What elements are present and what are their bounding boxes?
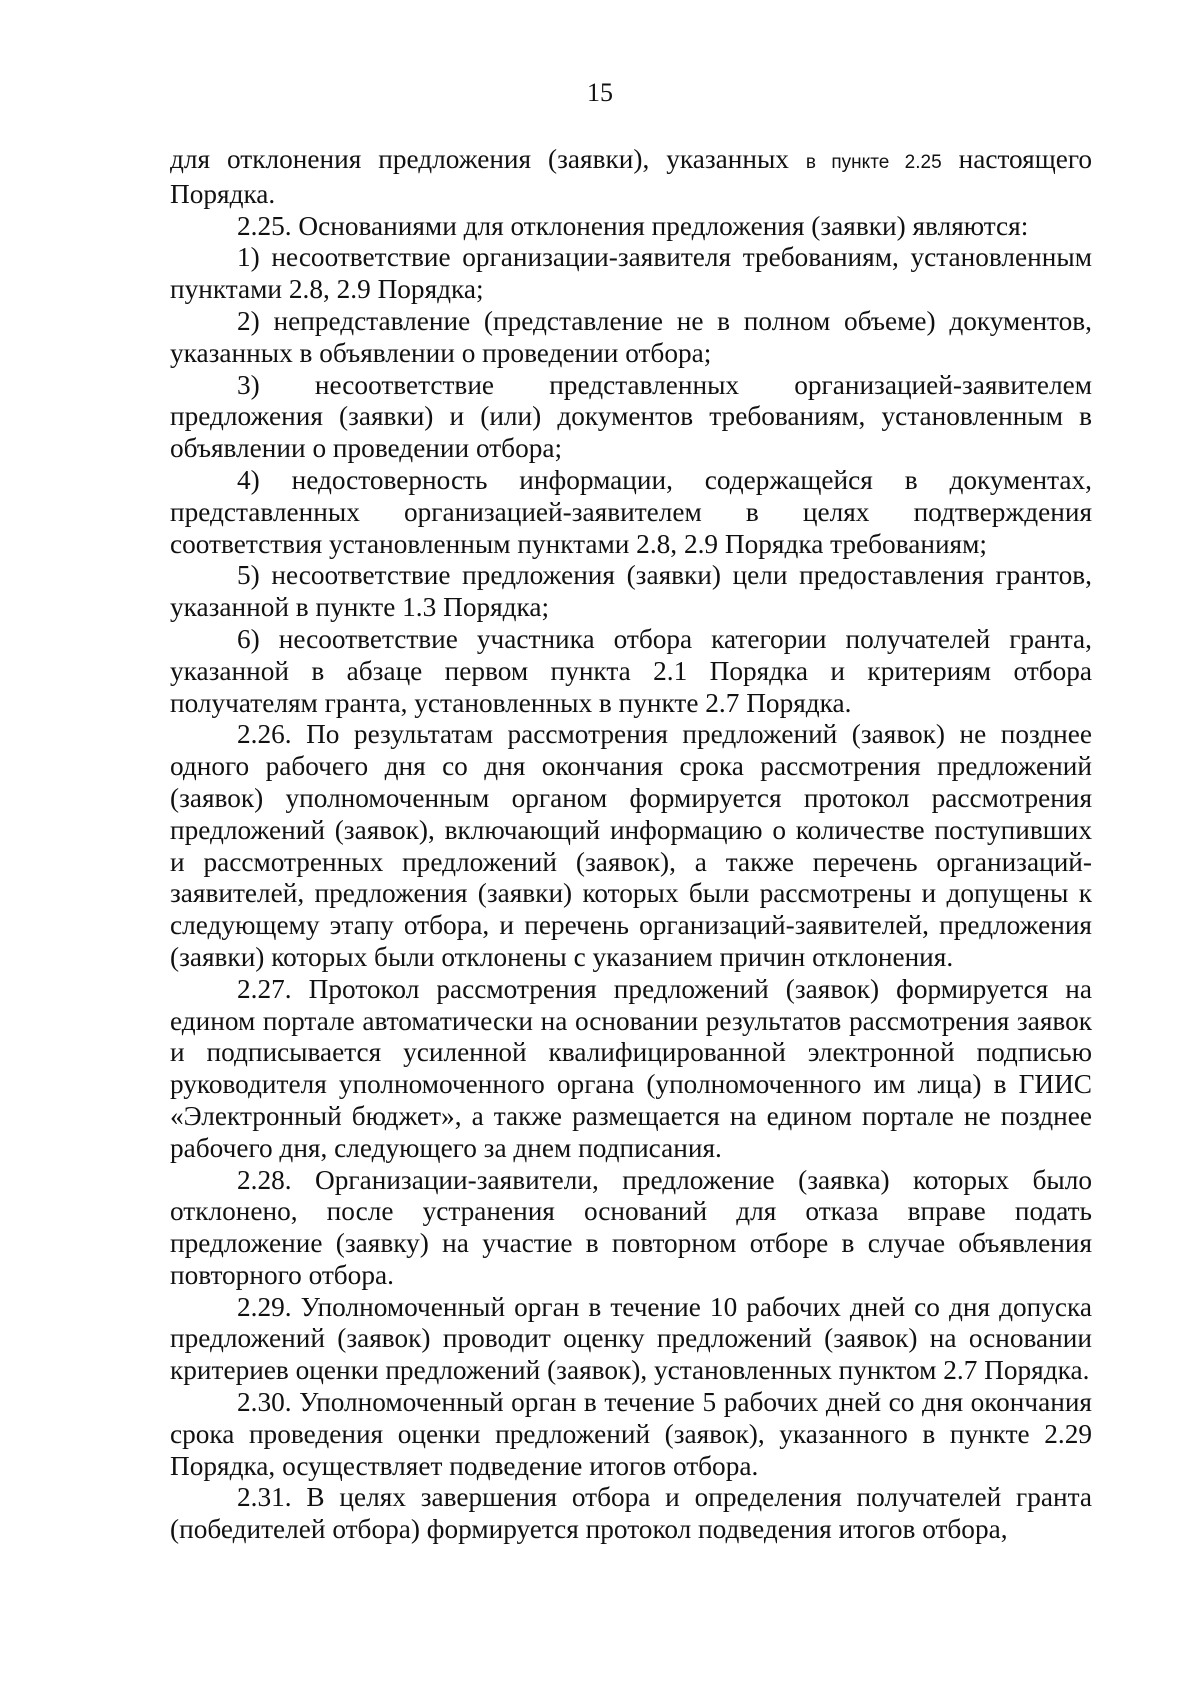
document-body: [170, 144, 1092, 1546]
list-item-1: 1) несоответствие организации-заявителя требованиям, установленным пунктами 2.8, 2.9 Порядка;: [170, 242, 1092, 305]
list-item-3: 3) несоответствие представленных организацией-заявителем предложения (заявки) и (или) документов требованиям, установленным в объявлении о проведении отбора;: [170, 369, 1092, 464]
list-item-6: 6) несоответствие участника отбора категории получателей гранта, указанной в абзаце первом пункта 2.1 Порядка и критериям отбора получателям гранта, установленных в пункте 2.7 Порядка.: [170, 623, 1092, 718]
paragraph-text-small: в пункте 2.25: [805, 152, 942, 173]
paragraph-2-29: 2.29. Уполномоченный орган в течение 10 рабочих дней со дня допуска предложений (заявок) проводит оценку предложений (заявок) на основании критериев оценки предложений (заявок), установленных пунктом 2.7 Порядка.: [170, 1291, 1092, 1386]
paragraph-2-25: 2.25. Основаниями для отклонения предложения (заявки) являются:: [237, 210, 1029, 241]
paragraph-2-28: 2.28. Организации-заявители, предложение (заявка) которых было отклонено, после устранения оснований для отказа вправе подать предложение (заявку) на участие в повторном отборе в случае объявления повторного отбора.: [170, 1164, 1092, 1290]
list-item-5: 5) несоответствие предложения (заявки) цели предоставления грантов, указанной в пункте 1.3 Порядка;: [170, 560, 1092, 623]
paragraph-continuation: [170, 144, 1092, 211]
list-item-4: 4) недостоверность информации, содержащейся в документах, представленных организацией-заявителем в целях подтверждения соответствия установленным пунктами 2.8, 2.9 Порядка требованиям;: [170, 464, 1092, 559]
paragraph-2-26: 2.26. По результатам рассмотрения предложений (заявок) не позднее одного рабочего дня со дня окончания срока рассмотрения предложений (заявок) уполномоченным органом формируется протокол рассмотрения предложений (заявок), включающий информацию о количестве поступивших и рассмотренных предложений (заявок), а также перечень организаций-заявителей, предложения (заявки) которых были рассмотрены и допущены к следующему этапу отбора, и перечень организаций-заявителей, предложения (заявки) которых были отклонены с указанием причин отклонения.: [170, 719, 1092, 972]
paragraph-2-31: 2.31. В целях завершения отбора и определения получателей гранта (победителей отбора) формируется протокол подведения итогов отбора,: [170, 1482, 1092, 1545]
paragraph-text: для отклонения предложения (заявки), указанных: [170, 144, 806, 174]
paragraph-text: настоящего Порядка.: [170, 144, 1093, 209]
paragraph-2-27: 2.27. Протокол рассмотрения предложений (заявок) формируется на едином портале автоматически на основании результатов рассмотрения заявок и подписывается усиленной квалифицированной электронной подписью руководителя уполномоченного органа (уполномоченного им лица) в ГИИС «Электронный бюджет», а также размещается на едином портале не позднее рабочего дня, следующего за днем подписания.: [170, 973, 1092, 1163]
list-item-2: 2) непредставление (представление не в полном объеме) документов, указанных в объявлении о проведении отбора;: [170, 305, 1092, 368]
page-number: 15: [587, 78, 613, 107]
paragraph-2-30: 2.30. Уполномоченный орган в течение 5 рабочих дней со дня окончания срока проведения оценки предложений (заявок), указанного в пункте 2.29 Порядка, осуществляет подведение итогов отбора.: [170, 1387, 1092, 1481]
